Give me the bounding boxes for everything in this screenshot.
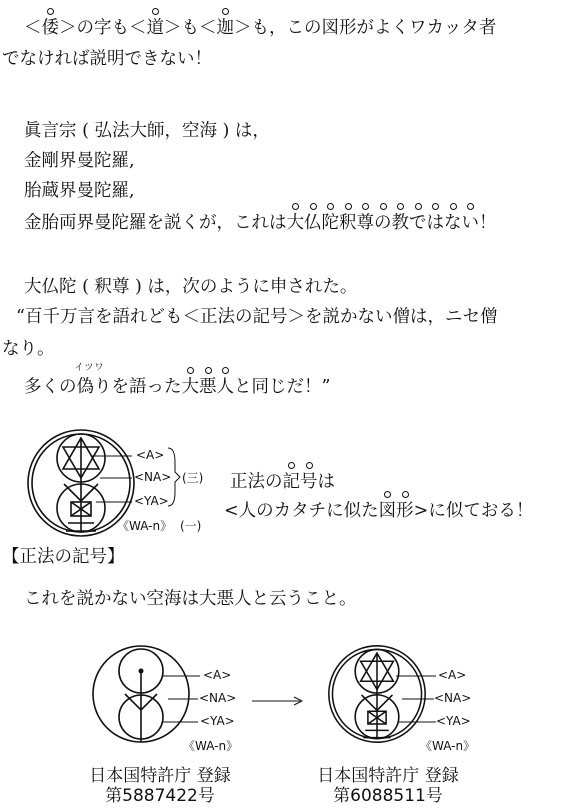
para2-line1: 眞言宗 ( 弘法大師，空海 ) は， <box>24 121 270 141</box>
para1-line1: ＜倭＞の字も＜道＞も＜迦＞も，この図形がよくワカッタ者 <box>24 14 496 39</box>
fig1-label-ya: <YA> <box>134 494 169 508</box>
fig3-label-wan: 《WA-n》 <box>420 739 476 753</box>
dotted-char: 倭 <box>42 14 60 39</box>
para2-line3: 胎蔵界曼陀羅, <box>24 181 135 201</box>
fig2-label-wan: 《WA-n》 <box>183 739 239 753</box>
para2-line4: 金胎両界曼陀羅を説くが，これは大仏陀釈尊の教ではない！ <box>24 209 497 234</box>
fig2-label-a: <A> <box>203 668 232 682</box>
fig1-label-a: <A> <box>136 448 165 462</box>
fig2-label-ya: <YA> <box>200 714 235 728</box>
ruby-char: イツワ 偽 <box>74 363 105 397</box>
dotted-char: 道 <box>147 14 165 39</box>
fig2-caption: 日本国特許庁 登録 第5887422号 <box>89 766 231 806</box>
fig1-label-wan: 《WA-n》 <box>117 519 173 533</box>
fig3-label-na: <NA> <box>434 691 472 705</box>
statement-line: これを説かない空海は大悪人と云うこと。 <box>24 589 357 609</box>
fig3-label-ya: <YA> <box>436 714 471 728</box>
fig1-group-3: (三) <box>182 471 204 485</box>
fig2-label-na: <NA> <box>199 691 237 705</box>
para2-line2: 金剛界曼陀羅, <box>24 151 135 171</box>
para3-line3: なり。 <box>2 339 55 359</box>
fig1-group-1: (一) <box>180 519 202 533</box>
fig1-text-line2: <人のカタチに似た図形>に似ておる！ <box>224 497 533 522</box>
fig1-text-line1: 正法の記号は <box>230 468 335 493</box>
fig1-label-na: <NA> <box>134 470 172 484</box>
dotted-phrase: 大仏陀釈尊の教ではない <box>287 213 480 233</box>
fig3-caption: 日本国特許庁 登録 第6088511号 <box>317 766 459 806</box>
section-heading: 【正法の記号】 <box>2 547 125 567</box>
para3-line2: “百千万言を語れども＜正法の記号＞を説かない僧は，ニセ僧 <box>16 307 498 327</box>
para3-line4: 多くの イツワ 偽りを語った大悪人と同じだ！” <box>24 363 331 397</box>
para3-line1: 大仏陀 ( 釈尊 ) は，次のように申された。 <box>24 277 358 297</box>
fig3-label-a: <A> <box>438 668 467 682</box>
para1-line2: でなければ説明できない！ <box>2 49 212 69</box>
dotted-char: 迦 <box>217 14 235 39</box>
